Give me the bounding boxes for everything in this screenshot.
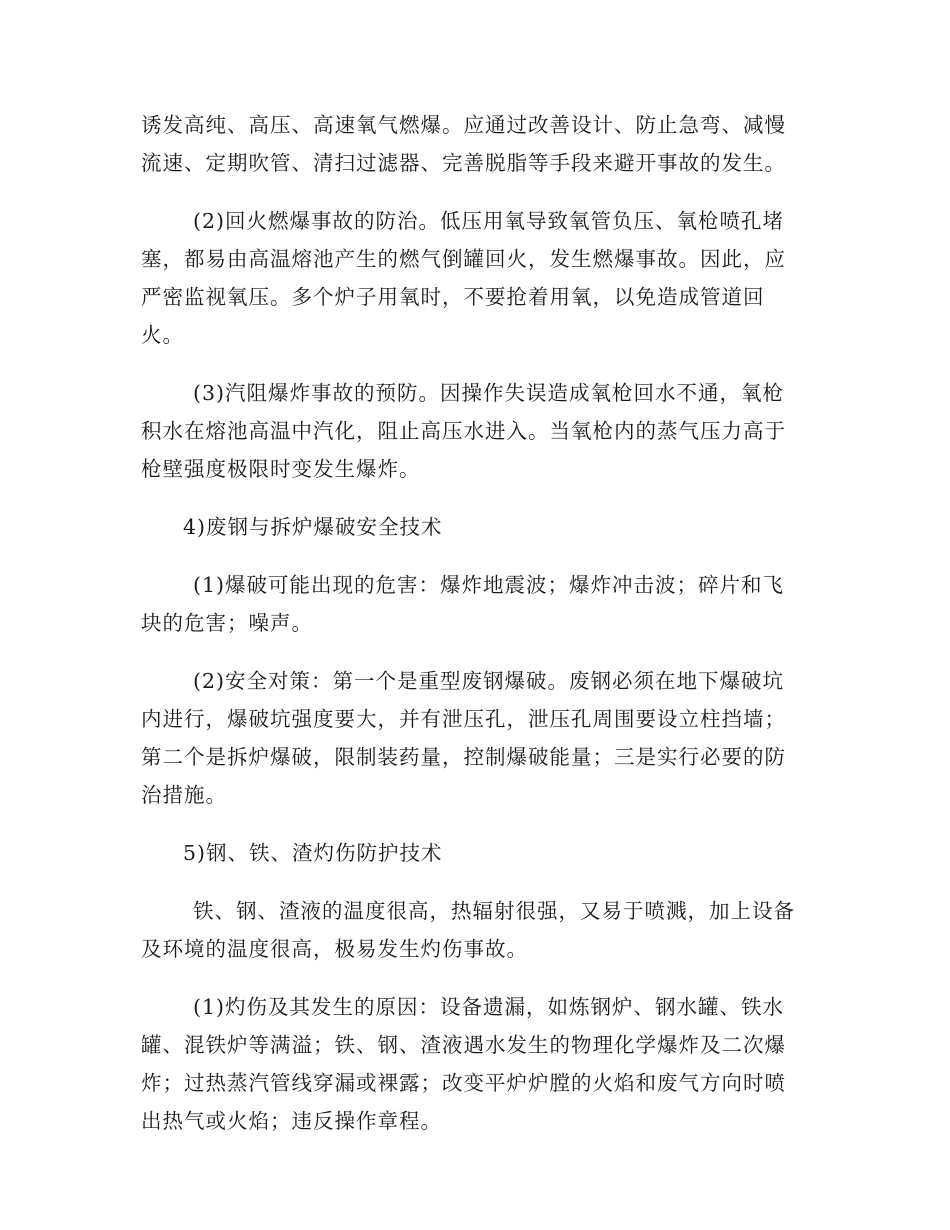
text-line: (2)回火燃爆事故的防治。低压用氧导致氧管负压、氧枪喷孔堵	[193, 209, 785, 233]
text-line: (1)灼伤及其发生的原因：设备遗漏，如炼钢炉、钢水罐、铁水	[193, 995, 785, 1019]
text-line: 4)废钢与拆炉爆破安全技术	[183, 515, 443, 539]
paragraph-burn-overview	[141, 892, 806, 968]
section-heading-burn-protection	[141, 834, 806, 872]
text-line: 治措施。	[141, 783, 227, 807]
paragraph-blasting-hazards	[141, 566, 806, 642]
text-line: (1)爆破可能出现的危害：爆炸地震波；爆炸冲击波；碎片和飞	[193, 573, 785, 597]
text-line: 炸；过热蒸汽管线穿漏或裸露；改变平炉炉膛的火焰和废气方向时喷	[141, 1071, 786, 1095]
section-heading-scrap-blasting	[141, 508, 806, 546]
text-line: 塞，都易由高温熔池产生的燃气倒罐回火，发生燃爆事故。因此，应	[141, 247, 786, 271]
text-line: 5)钢、铁、渣灼伤防护技术	[183, 841, 443, 865]
text-line: 火。	[141, 323, 184, 347]
text-line: 出热气或火焰；违反操作章程。	[141, 1109, 442, 1133]
paragraph-burn-causes	[141, 988, 806, 1140]
text-line: 诱发高纯、高压、高速氧气燃爆。应通过改善设计、防止急弯、减慢	[141, 113, 786, 137]
text-line: 铁、钢、渣液的温度很高，热辐射很强，又易于喷溅，加上设备	[193, 899, 795, 923]
text-line: 积水在熔池高温中汽化，阻止高压水进入。当氧枪内的蒸气压力高于	[141, 419, 786, 443]
paragraph-safety-measures	[141, 662, 806, 814]
text-line: 流速、定期吹管、清扫过滤器、完善脱脂等手段来避开事故的发生。	[141, 151, 786, 175]
text-line: 及环境的温度很高，极易发生灼伤事故。	[141, 937, 528, 961]
text-line: 罐、混铁炉等满溢；铁、钢、渣液遇水发生的物理化学爆炸及二次爆	[141, 1033, 786, 1057]
text-line: 第二个是拆炉爆破，限制装药量，控制爆破能量；三是实行必要的防	[141, 745, 786, 769]
text-line: 块的危害；噪声。	[141, 611, 313, 635]
text-line: 内进行，爆破坑强度要大，并有泄压孔，泄压孔周围要设立柱挡墙；	[141, 707, 786, 731]
document-body	[141, 106, 806, 1160]
text-line: 严密监视氧压。多个炉子用氧时，不要抢着用氧，以免造成管道回	[141, 285, 765, 309]
text-line: (3)汽阻爆炸事故的预防。因操作失误造成氧枪回水不通，氧枪	[193, 381, 785, 405]
text-line: (2)安全对策：第一个是重型废钢爆破。废钢必须在地下爆破坑	[193, 669, 785, 693]
paragraph-oxygen-explosion-continued	[141, 106, 806, 182]
paragraph-backfire-prevention	[141, 202, 806, 354]
text-line: 枪壁强度极限时变发生爆炸。	[141, 457, 421, 481]
paragraph-steam-block-prevention	[141, 374, 806, 488]
